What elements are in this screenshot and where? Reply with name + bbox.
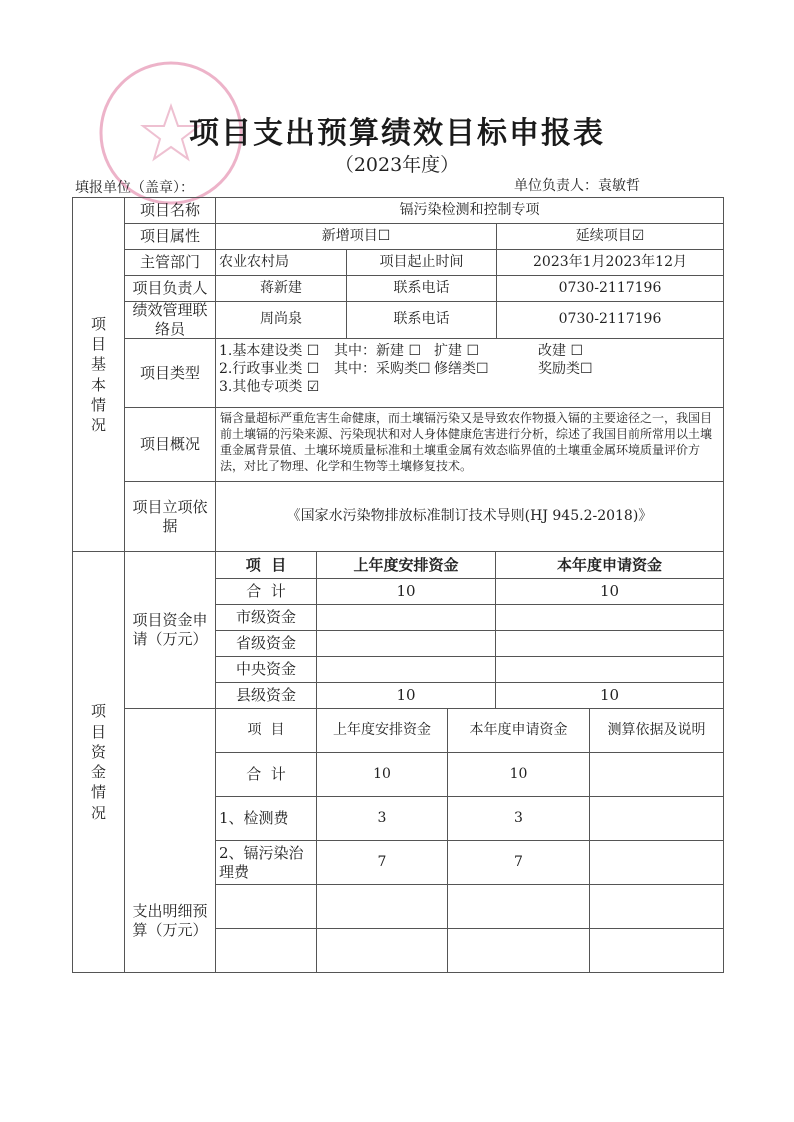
detail-item: 2、镉污染治理费 <box>215 840 317 885</box>
apply-curr-value: 10 <box>495 578 724 605</box>
attr-continued-checkbox[interactable]: 延续项目☑ <box>496 223 724 250</box>
section-char: 资 <box>90 742 106 761</box>
detail-note <box>589 884 724 929</box>
apply-item: 县级资金 <box>215 682 317 709</box>
type-label: 项目类型 <box>124 338 216 408</box>
apply-curr-value <box>495 604 724 631</box>
detail-item: 合 计 <box>215 752 317 797</box>
section-char: 况 <box>90 803 106 822</box>
apply-item: 省级资金 <box>215 630 317 657</box>
document-year: （2023年度） <box>334 154 460 176</box>
basis-label: 项目立项依据 <box>124 481 216 552</box>
section-char: 情 <box>90 395 106 414</box>
detail-note <box>589 928 724 973</box>
period-label: 项目起止时间 <box>346 249 497 276</box>
detail-header-prev: 上年度安排资金 <box>316 708 448 753</box>
section-char: 金 <box>90 763 106 781</box>
section-char: 况 <box>90 416 106 434</box>
type-option[interactable]: 1.基本建设类 ☐ <box>219 343 320 359</box>
detail-curr-value <box>447 928 590 973</box>
fund-apply-label: 项目资金申请（万元） <box>124 551 216 709</box>
detail-header-note: 测算依据及说明 <box>589 708 724 753</box>
section-char: 本 <box>90 375 106 394</box>
apply-prev-value <box>316 656 496 683</box>
leader-phone-label: 联系电话 <box>346 275 497 302</box>
detail-prev-value <box>316 884 448 929</box>
fill-unit-label: 填报单位（盖章）： <box>75 180 194 196</box>
detail-note <box>589 796 724 841</box>
detail-note <box>589 752 724 797</box>
fund-detail-label: 支出明细预算（万元） <box>124 708 216 973</box>
liaison-label: 绩效管理联络员 <box>124 301 216 339</box>
detail-prev-value <box>316 928 448 973</box>
apply-curr-value: 10 <box>495 682 724 709</box>
section-char: 情 <box>90 783 106 802</box>
detail-curr-value: 7 <box>447 840 590 885</box>
apply-curr-value <box>495 630 724 657</box>
detail-curr-value: 10 <box>447 752 590 797</box>
section-char: 目 <box>90 722 106 741</box>
unit-leader: 单位负责人：袁敏哲 <box>514 178 640 194</box>
liaison-phone-label: 联系电话 <box>346 301 497 339</box>
section-basic-label <box>72 197 125 552</box>
leader-phone-value: 0730-2117196 <box>496 275 724 302</box>
apply-item: 中央资金 <box>215 656 317 683</box>
section-funds-label <box>72 551 125 973</box>
detail-item <box>215 928 317 973</box>
section-char: 项 <box>90 702 106 721</box>
section-char: 项 <box>90 314 106 333</box>
detail-header-item: 项 目 <box>215 708 317 753</box>
leader-value: 蒋新建 <box>215 275 347 302</box>
apply-item: 市级资金 <box>215 604 317 631</box>
detail-prev-value: 3 <box>316 796 448 841</box>
apply-prev-value: 10 <box>316 578 496 605</box>
type-option[interactable]: 2.行政事业类 ☐ <box>219 361 320 377</box>
liaison-value: 周尚泉 <box>215 301 347 339</box>
apply-prev-value: 10 <box>316 682 496 709</box>
leader-label: 项目负责人 <box>124 275 216 302</box>
detail-item <box>215 884 317 929</box>
type-option[interactable]: 其中：新建 ☐ <box>334 343 422 359</box>
apply-prev-value <box>316 630 496 657</box>
attr-new-checkbox[interactable]: 新增项目☐ <box>215 223 497 250</box>
detail-prev-value: 10 <box>316 752 448 797</box>
type-option[interactable]: 修缮类☐ <box>434 361 489 377</box>
period-value: 2023年1月2023年12月 <box>496 249 724 276</box>
dept-value: 农业农村局 <box>215 249 347 276</box>
apply-header-prev: 上年度安排资金 <box>316 551 496 579</box>
detail-curr-value <box>447 884 590 929</box>
dept-label: 主管部门 <box>124 249 216 276</box>
overview-label: 项目概况 <box>124 407 216 482</box>
type-option[interactable]: 3.其他专项类 ☑ <box>219 379 320 395</box>
overview-text: 镉含量超标严重危害生命健康，而土壤镉污染又是导致农作物摄入镉的主要途径之一，我国目前土壤镉的污染来源、污染现状和对人身体健康危害进行分析，综述了我国目前所常用以土壤重金属背景值、土壤环境质量标准和土壤重金属有效态临界值的土壤重金属环境质量评价方法，对比了物理、化学和生物等土壤修复技术。 <box>215 407 724 482</box>
type-row <box>219 342 720 360</box>
apply-header-curr: 本年度申请资金 <box>495 551 724 579</box>
project-type-options <box>215 338 724 408</box>
section-char: 目 <box>90 335 106 353</box>
type-option[interactable]: 改建 ☐ <box>538 343 584 359</box>
section-char: 基 <box>90 355 106 374</box>
type-option[interactable]: 其中：采购类☐ <box>334 361 431 377</box>
type-row <box>219 378 720 396</box>
apply-prev-value <box>316 604 496 631</box>
detail-header-curr: 本年度申请资金 <box>447 708 590 753</box>
detail-note <box>589 840 724 885</box>
detail-curr-value: 3 <box>447 796 590 841</box>
liaison-phone-value: 0730-2117196 <box>496 301 724 339</box>
detail-item: 1、检测费 <box>215 796 317 841</box>
apply-curr-value <box>495 656 724 683</box>
apply-header-item: 项 目 <box>215 551 317 579</box>
basis-text: 《国家水污染物排放标准制订技术导则(HJ 945.2-2018)》 <box>215 481 724 552</box>
type-option[interactable]: 奖励类☐ <box>538 361 593 377</box>
project-name-value: 镉污染检测和控制专项 <box>215 197 724 224</box>
project-attr-label: 项目属性 <box>124 223 216 250</box>
document-title: 项目支出预算绩效目标申报表 <box>189 116 605 151</box>
type-row <box>219 360 720 378</box>
detail-prev-value: 7 <box>316 840 448 885</box>
type-option[interactable]: 扩建 ☐ <box>434 343 480 359</box>
project-name-label: 项目名称 <box>124 197 216 224</box>
apply-item: 合 计 <box>215 578 317 605</box>
